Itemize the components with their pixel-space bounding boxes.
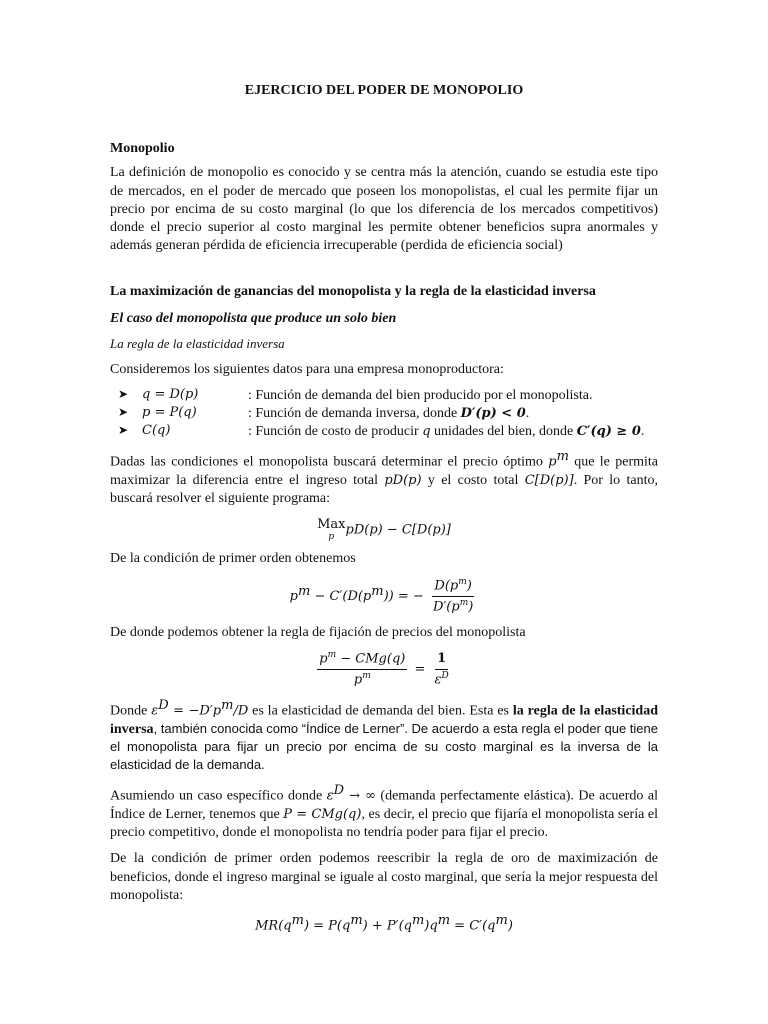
max-operator: Max p [317,516,346,543]
equation-first-order: $p^m - C'(D(p^m))$ = − $\frac{D(p^m)}{D'(p^m)}$ [289,576,474,615]
bullet-text-wrap [248,405,529,423]
bullet-text: : Función de costo de producir [248,424,423,440]
bullet-math: C(q) [142,423,171,439]
paragraph-regla-oro: De la condición de primer orden podemos reescribir la regla de oro de maximización de beneficios, donde el ingreso marginal se iguale al costo marginal, que sería la mejor respuesta del monopolista: [110,851,658,903]
list-item [110,405,658,423]
list-item [110,387,658,405]
list-item [110,423,658,441]
bullet-inline-math: q [422,424,431,440]
fraction: $\frac{1}{\varepsilon^D}$ [434,650,449,688]
arrow-bullet-icon: ➤ [118,404,129,419]
bullet-tail: . [525,405,530,421]
bullet-inline-math: C′(q) ≥ 0 [576,424,641,440]
subsubheading-regla: La regla de la elasticidad inversa [110,335,285,351]
equation-lerner: $\frac{p^m - CMg(q)}{p^m}$ = $\frac{1}{\varepsilon^D}$ [319,650,449,688]
fraction: $\frac{p^m - CMg(q)}{p^m}$ [319,650,406,688]
data-list [110,387,658,442]
equation-maximization: Max p pD(p) − C[D(p)] [317,516,451,543]
bullet-math: p = P(q) [142,404,197,420]
bullet-text: : Función de demanda del bien producido por el monopolista. [248,387,593,403]
bullet-text: : Función de demanda inversa, donde [248,405,461,421]
paragraph-cpo: De la condición de primer orden obtenemos [110,551,356,567]
section-heading-maximizacion: La maximización de ganancias del monopolista y la regla de la elasticidad inversa [110,284,596,300]
paragraph-regla-fijacion: De donde podemos obtener la regla de fijación de precios del monopolista [110,625,526,641]
arrow-bullet-icon: ➤ [118,423,129,438]
arrow-bullet-icon: ➤ [118,386,129,401]
bullet-math: q = D(p) [142,386,199,402]
paragraph-precio-optimo: Dadas las condiciones el monopolista buscará determinar el precio óptimo $p^m$ que le permita maximizar la diferencia entre el ingreso total pD(p) y el costo total C[D(p)]. Por lo tanto, buscará resolver el siguiente programa: [110,449,658,507]
bullet-tail: unidades del bien, donde [430,424,577,440]
paragraph-intro: Consideremos los siguientes datos para una empresa monoproductora: [110,361,504,377]
paragraph-definicion: La definición de monopolio es conocido y se centra más la atención, cuando se estudia este tipo de mercados, en el poder de mercado que poseen los monopolistas, el cual les permite fijar un precio por encima de su costo marginal (lo que los diferencia de los mercados competitivos) donde el precio superior al costo marginal les permite obtener beneficios supra anormales y además generan pérdida de eficiencia irrecuperable (perdida de eficiencia social) [110,165,658,254]
section-heading-monopolio: Monopolio [110,141,175,157]
fraction: $\frac{D(p^m)}{D'(p^m)}$ [432,576,474,615]
bullet-tail: . [640,424,645,440]
document-title: EJERCICIO DEL PODER DE MONOPOLIO [244,83,524,98]
subheading-un-solo-bien: El caso del monopolista que produce un solo bien [110,310,397,326]
equation-marginal-revenue: $MR(q^m) = P(q^m) + P'(q^m)q^m = C'(q^m)$ [255,912,513,934]
bullet-inline-math: D′(p) < 0 [460,405,526,421]
paragraph-caso-especifico: Asumiendo un caso específico donde $\varepsilon^D$ → ∞ (demanda perfectamente elástica). De acuerdo al Índice de Lerner, tenemos que P = CMg(q), es decir, el precio que fijaría el monopolista sería el precio competitivo, donde el monopolista no tendría poder para fijar el precio. [110,783,659,841]
paragraph-elasticidad: Donde $\varepsilon^D = -D'p^m/D$ es la elasticidad de demanda del bien. Esta es la regla de la elasticidad inversa, también conocida como “Índice de Lerner”. De acuerdo a esta regla el poder que tiene el monopolista para fijar un precio por encima de su costo marginal es la inversa de la elasticidad de la demanda. [110,697,658,772]
bullet-text-wrap [248,423,644,441]
